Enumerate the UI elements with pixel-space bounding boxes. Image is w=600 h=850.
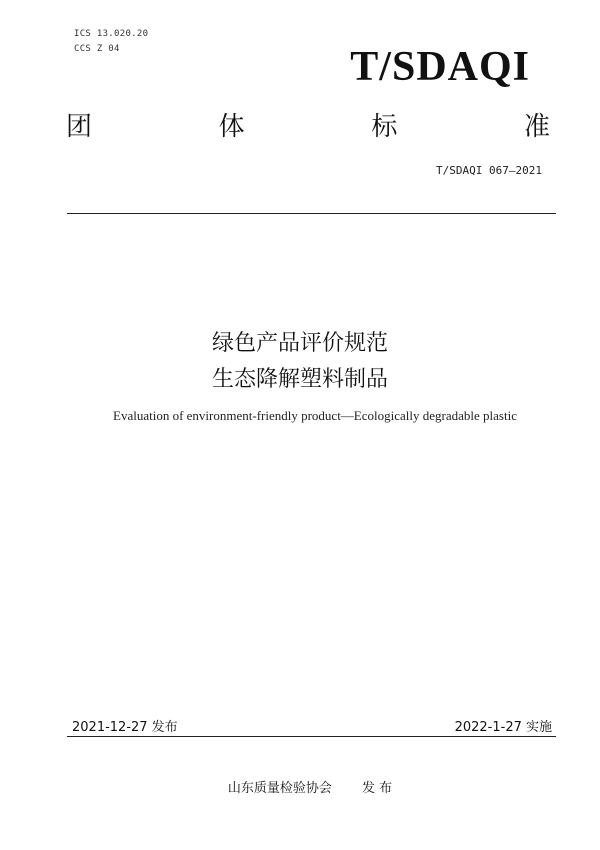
document-title-line-2: 生态降解塑料制品: [211, 367, 388, 392]
standard-type-char: 准: [523, 112, 550, 142]
document-title-line-1: 绿色产品评价规范: [211, 331, 388, 356]
publisher-name: 山东质量检验协会: [227, 781, 332, 796]
standard-type-heading: [66, 114, 550, 140]
standard-logo: T/SDAQI: [350, 44, 530, 90]
document-title-english: Evaluation of environment-friendly product—Ecologically degradable plastic: [113, 408, 517, 423]
standard-type-char: 体: [218, 112, 245, 142]
implementation-date: 2022-1-27 实施: [454, 720, 552, 735]
standard-type-char: 标: [371, 112, 398, 142]
standard-number: T/SDAQI 067—2021: [436, 164, 542, 177]
standard-type-char: 团: [66, 112, 93, 142]
footer-divider: [67, 736, 556, 737]
publisher-line: [0, 777, 600, 796]
header-divider: [67, 213, 556, 214]
publisher-action: 发 布: [361, 781, 393, 796]
issue-date: 2021-12-27 发布: [72, 720, 178, 735]
ics-code: ICS 13.020.20: [74, 29, 149, 39]
ccs-code: CCS Z 04: [74, 44, 120, 54]
